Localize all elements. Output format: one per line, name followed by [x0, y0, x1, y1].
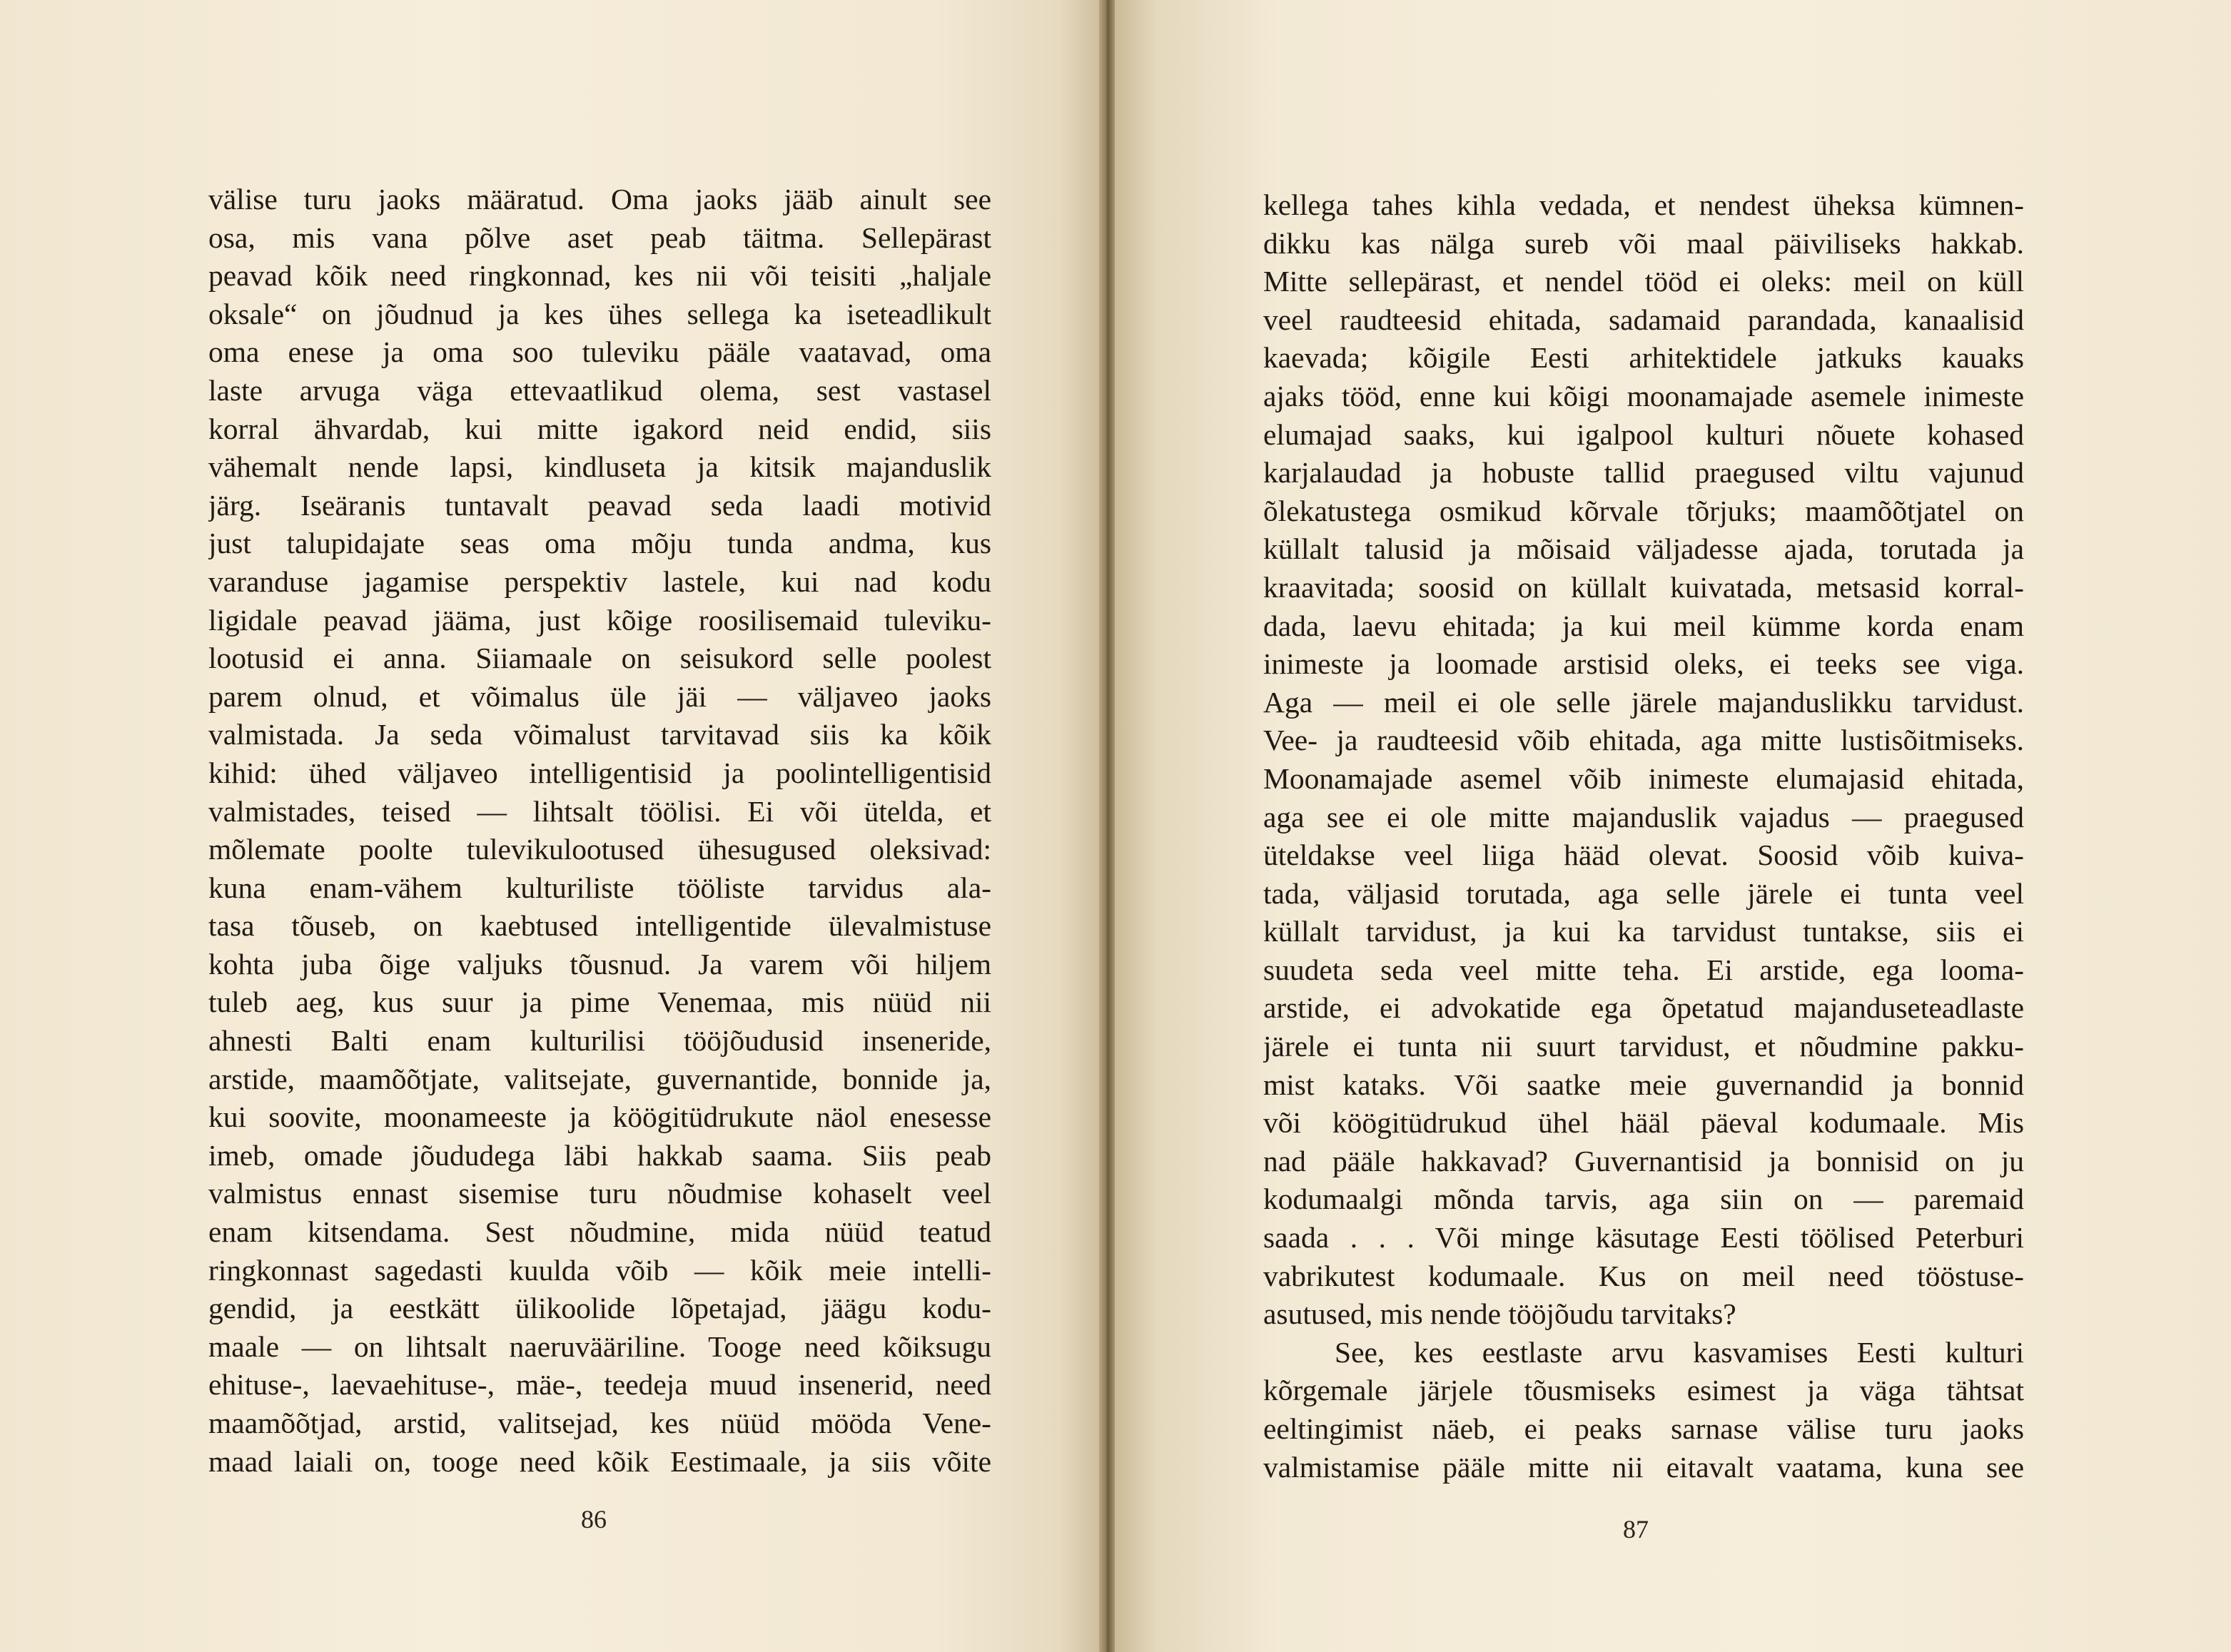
text-line: ajaks tööd, enne kui kõigi moonamajade asemele inimeste	[1263, 379, 2024, 412]
text-line: Moonamajade asemel võib inimeste elumajasid ehitada,	[1263, 761, 2024, 795]
text-line: aga see ei ole mitte majanduslik vajadus — praegused	[1263, 800, 2024, 833]
text-line: oksale“ on jõudnud ja kes ühes sellega ka iseteadlikult	[208, 297, 991, 330]
left-page-text	[208, 181, 991, 1481]
text-line: asutused, mis nende tööjõudu tarvitaks?	[1263, 1297, 1736, 1331]
text-line: tada, väljasid torutada, aga selle järele ei tunta veel	[1263, 876, 2024, 910]
text-line: Mitte sellepärast, et nendel tööd ei oleks: meil on küll	[1263, 265, 2024, 298]
text-line: parem olnud, et võimalus üle jäi — väljaveo jaoks	[208, 679, 991, 713]
text-line: või köögitüdrukud ühel hääl päeval kodumaale. Mis	[1263, 1106, 2024, 1140]
text-line: mist kataks. Või saatke meie guvernandid ja bonnid	[1263, 1068, 2024, 1101]
text-line: ringkonnast sagedasti kuulda võib — kõik meie intelli-	[208, 1253, 991, 1287]
text-line: ligidale peavad jääma, just kõige roosilisemaid tuleviku-	[208, 603, 991, 637]
text-line: järg. Iseäranis tuntavalt peavad seda laadi motivid	[208, 488, 991, 522]
right-page-text	[1263, 186, 2024, 1486]
text-line: õlekatustega osmikud kõrvale tõrjuks; maamõõtjatel on	[1263, 494, 2024, 527]
text-line: kuna enam-vähem kulturiliste tööliste tarvidus ala-	[208, 871, 991, 904]
text-line: kõrgemale järjele tõusmiseks esimest ja väga tähtsat	[1263, 1374, 2024, 1407]
text-line: valmistus ennast sisemise turu nõudmise kohaselt veel	[208, 1177, 991, 1210]
text-line: ahnesti Balti enam kulturilisi tööjõudusid inseneride,	[208, 1024, 991, 1058]
text-line: välise turu jaoks määratud. Oma jaoks jääb ainult see	[208, 183, 991, 216]
left-page-number: 86	[581, 1505, 607, 1534]
text-line: ehituse-, laevaehituse-, mäe-, teedeja muud insenerid, need	[208, 1368, 991, 1402]
text-line: oma enese ja oma soo tuleviku pääle vaatavad, oma	[208, 335, 991, 369]
text-line: valmistades, teised — lihtsalt töölisi. Ei või ütelda, et	[208, 794, 991, 828]
text-line: kraavitada; soosid on küllalt kuivatada, metsasid korral-	[1263, 570, 2024, 604]
text-line: kaevada; kõigile Eesti arhitektidele jatkuks kauaks	[1263, 341, 2024, 375]
text-line: inimeste ja loomade arstisid oleks, ei teeks see viga.	[1263, 647, 2024, 681]
text-line: imeb, omade jõududega läbi hakkab saama. Siis peab	[208, 1138, 991, 1172]
text-line: tuleb aeg, kus suur ja pime Venemaa, mis nüüd nii	[208, 985, 991, 1019]
text-line: nad pääle hakkavad? Guvernantisid ja bonnisid on ju	[1263, 1144, 2024, 1177]
text-line: kellega tahes kihla vedada, et nendest üheksa kümnen-	[1263, 188, 2024, 221]
text-line: arstide, ei advokatide ega õpetatud majanduseteadlaste	[1263, 991, 2024, 1025]
text-line: suudeta seda veel mitte teha. Ei arstide, ega looma-	[1263, 953, 2024, 986]
text-line: mõlemate poolte tulevikulootused ühesugused oleksivad:	[208, 833, 991, 866]
text-line: Vee- ja raudteesid võib ehitada, aga mitte lustisõitmiseks.	[1263, 724, 2024, 757]
text-line: korral ähvardab, kui mitte igakord neid endid, siis	[208, 412, 991, 445]
text-line: vabrikutest kodumaale. Kus on meil need tööstuse-	[1263, 1259, 2024, 1292]
text-line: gendid, ja eestkätt ülikoolide lõpetajad, jäägu kodu-	[208, 1292, 991, 1325]
text-line: See, kes eestlaste arvu kasvamises Eesti kulturi	[1335, 1335, 2024, 1369]
text-line: küllalt talusid ja mõisaid väljadesse ajada, torutada ja	[1263, 532, 2024, 566]
text-line: maamõõtjad, arstid, valitsejad, kes nüüd mööda Vene-	[208, 1407, 991, 1439]
text-line: laste arvuga väga ettevaatlikud olema, sest vastasel	[208, 373, 991, 407]
text-line: peavad kõik need ringkonnad, kes nii või teisiti „haljale	[208, 259, 991, 293]
text-line: üteldakse veel liiga hääd olevat. Soosid võib kuiva-	[1263, 838, 2024, 872]
text-line: vähemalt nende lapsi, kindluseta ja kitsik majanduslik	[208, 450, 991, 484]
text-line: maale — on lihtsalt naeruvääriline. Tooge need kõiksugu	[208, 1329, 991, 1363]
text-line: tasa tõuseb, on kaebtused intelligentide ülevalmistuse	[208, 909, 991, 943]
text-line: dada, laevu ehitada; ja kui meil kümme korda enam	[1263, 609, 2024, 642]
text-line: varanduse jagamise perspektiv lastele, kui nad kodu	[208, 564, 991, 598]
text-line: valmistamise pääle mitte nii eitavalt vaatama, kuna see	[1263, 1450, 2024, 1484]
right-page-number: 87	[1623, 1515, 1649, 1544]
text-line: elumajad saaks, kui igalpool kulturi nõuete kohased	[1263, 417, 2024, 451]
book-gutter	[1099, 0, 1115, 1652]
text-line: karjalaudad ja hobuste tallid praegused viltu vajunud	[1263, 456, 2024, 490]
text-line: maad laiali on, tooge need kõik Eestimaale, ja siis võite	[208, 1444, 991, 1478]
text-line: osa, mis vana põlve aset peab täitma. Sellepärast	[208, 221, 991, 254]
text-line: Aga — meil ei ole selle järele majanduslikku tarvidust.	[1263, 685, 2024, 719]
text-line: just talupidajate seas oma mõju tunda andma, kus	[208, 527, 991, 560]
text-line: dikku kas nälga sureb või maal päiviliseks hakkab.	[1263, 226, 2024, 260]
text-line: saada . . . Või minge käsutage Eesti töölised Peterburi	[1263, 1221, 2024, 1255]
text-line: kodumaalgi mõnda tarvis, aga siin on — paremaid	[1263, 1182, 2024, 1216]
text-line: kui soovite, moonameeste ja köögitüdrukute näol enesesse	[208, 1100, 991, 1134]
text-line: järele ei tunta nii suurt tarvidust, et nõudmine pakku-	[1263, 1030, 2024, 1063]
text-line: eeltingimist näeb, ei peaks sarnase välise turu jaoks	[1263, 1412, 2024, 1445]
text-line: veel raudteesid ehitada, sadamaid parandada, kanaalisid	[1263, 303, 2024, 336]
text-line: arstide, maamõõtjate, valitsejate, guvernantide, bonnide ja,	[208, 1062, 991, 1095]
text-line: kihid: ühed väljaveo intelligentisid ja poolintelligentisid	[208, 756, 991, 789]
text-line: valmistada. Ja seda võimalust tarvitavad siis ka kõik	[208, 718, 991, 751]
text-line: lootusid ei anna. Siiamaale on seisukord selle poolest	[208, 642, 991, 675]
text-line: küllalt tarvidust, ja kui ka tarvidust tuntakse, siis ei	[1263, 915, 2024, 948]
text-line: kohta juba õige valjuks tõusnud. Ja varem või hiljem	[208, 947, 991, 980]
text-line: enam kitsendama. Sest nõudmine, mida nüüd teatud	[208, 1215, 991, 1249]
